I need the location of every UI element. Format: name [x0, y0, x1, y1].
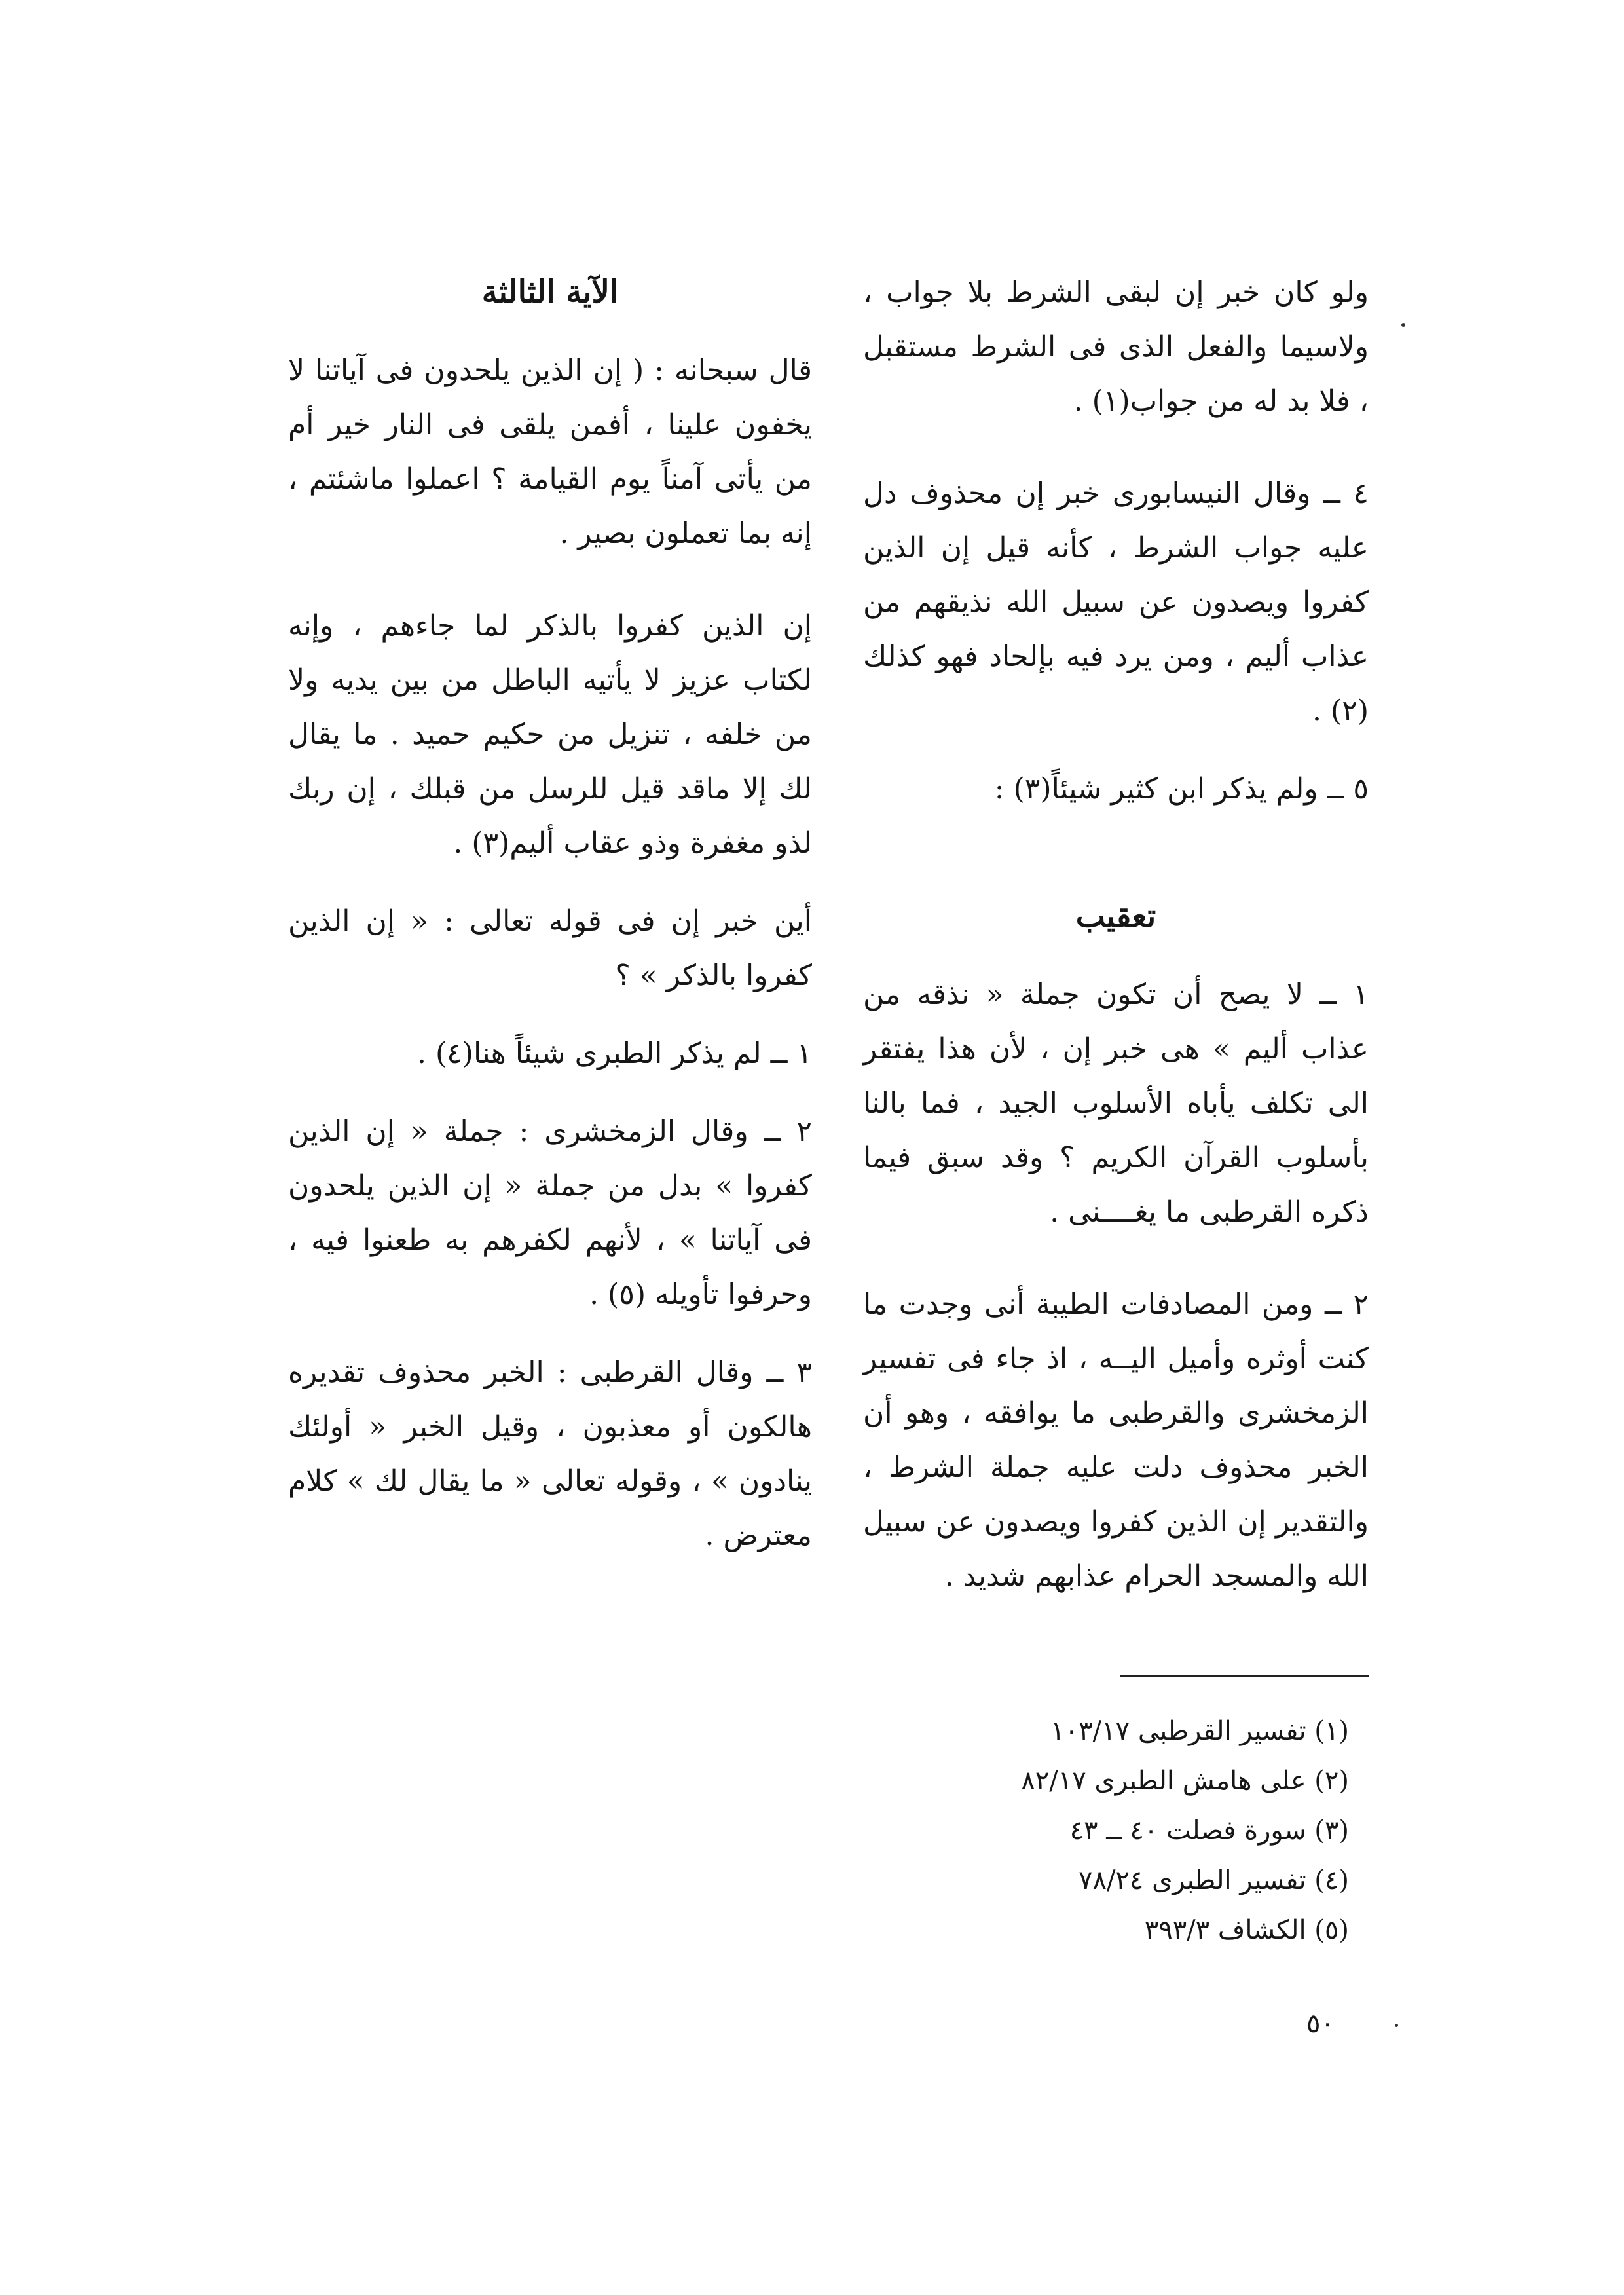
scan-speck	[1395, 2024, 1398, 2027]
scan-speck	[1401, 323, 1405, 327]
section-heading-third-verse: الآية الثالثة	[481, 274, 619, 310]
page-number: ٥٠	[1306, 2009, 1335, 2039]
footnotes	[982, 1706, 1349, 1955]
paragraph-taqib-2: ٢ ــ ومن المصادفات الطيبة أنى وجدت ما كنت أوثره وأميل اليــه ، اذ جاء فى تفسير الزمخشرى والقرطبى ما يوافقه ، وهو أن الخبر محذوف دلت عليه جملة الشرط ، والتقدير إن الذين كفروا ويصدون عن سبيل الله والمسجد الحرام عذابهم شديد .	[863, 1288, 1369, 1593]
footnote-separator	[1120, 1675, 1369, 1677]
paragraph-nisaburi: ٤ ــ وقال النيسابورى خبر إن محذوف دل عليه جواب الشرط ، كأنه قيل إن الذين كفروا ويصدون عن سبيل الله نذيقهم من عذاب أليم ، ومن يرد فيه بإلحاد فهو كذلك (٢) .	[863, 477, 1369, 728]
paragraph-verse-quote: قال سبحانه : ( إن الذين يلحدون فى آياتنا لا يخفون علينا ، أفمن يلقى فى النار خير أم من يأتى آمناً يوم القيامة ؟ اعملوا ماشئتم ، إنه بما تعملون بصير .	[288, 354, 812, 550]
paragraph-tabari: ١ ــ لم يذكر الطبرى شيئاً هنا(٤) .	[417, 1037, 812, 1070]
paragraph-question: أين خبر إن فى قوله تعالى : « إن الذين كفروا بالذكر » ؟	[288, 905, 812, 992]
paragraph-verse-continuation: إن الذين كفروا بالذكر لما جاءهم ، وإنه لكتاب عزيز لا يأتيه الباطل من بين يديه ولا من خلفه ، تنزيل من حكيم حميد . ما يقال لك إلا ماقد قيل للرسل من قبلك ، إن ربك لذو مغفرة وذو عقاب أليم(٣) .	[288, 609, 812, 860]
right-column	[863, 265, 1369, 1603]
paragraph-qurtubi: ٣ ــ وقال القرطبى : الخبر محذوف تقديره هالكون أو معذبون ، وقيل الخبر « أولئك ينادون » ، وقوله تعالى « ما يقال لك » كلام معترض .	[288, 1356, 812, 1552]
footnote-2: (٢) على هامش الطبرى ٨٢/١٧	[1021, 1766, 1349, 1796]
footnote-3: (٣) سورة فصلت ٤٠ ــ ٤٣	[1069, 1816, 1349, 1846]
left-column	[288, 265, 812, 1563]
paragraph-ibn-kathir: ٥ ــ ولم يذكر ابن كثير شيئاً(٣) :	[994, 772, 1369, 806]
paragraph-conditional-answer: ولو كان خبر إن لبقى الشرط بلا جواب ، ولاسيما والفعل الذى فى الشرط مستقبل ، فلا بد له من جواب(١) .	[863, 276, 1369, 418]
paragraph-zamakhshari: ٢ ــ وقال الزمخشرى : جملة « إن الذين كفروا » بدل من جملة « إن الذين يلحدون فى آياتنا » ، لأنهم لكفرهم به طعنوا فيه ، وحرفوا تأويله (٥) .	[288, 1115, 812, 1311]
section-heading-taqib: تعقيب	[1075, 898, 1156, 935]
paragraph-taqib-1: ١ ــ لا يصح أن تكون جملة « نذقه من عذاب أليم » هى خبر إن ، لأن هذا يفتقر الى تكلف يأباه الأسلوب الجيد ، فما بالنا بأسلوب القرآن الكريم ؟ وقد سبق فيما ذكره القرطبى ما يغــــنى .	[863, 978, 1369, 1229]
footnote-4: (٤) تفسير الطبرى ٧٨/٢٤	[1078, 1865, 1349, 1895]
footnote-1: (١) تفسير القرطبى ١٠٣/١٧	[1050, 1716, 1349, 1746]
footnote-5: (٥) الكشاف ٣٩٣/٣	[1144, 1915, 1349, 1945]
